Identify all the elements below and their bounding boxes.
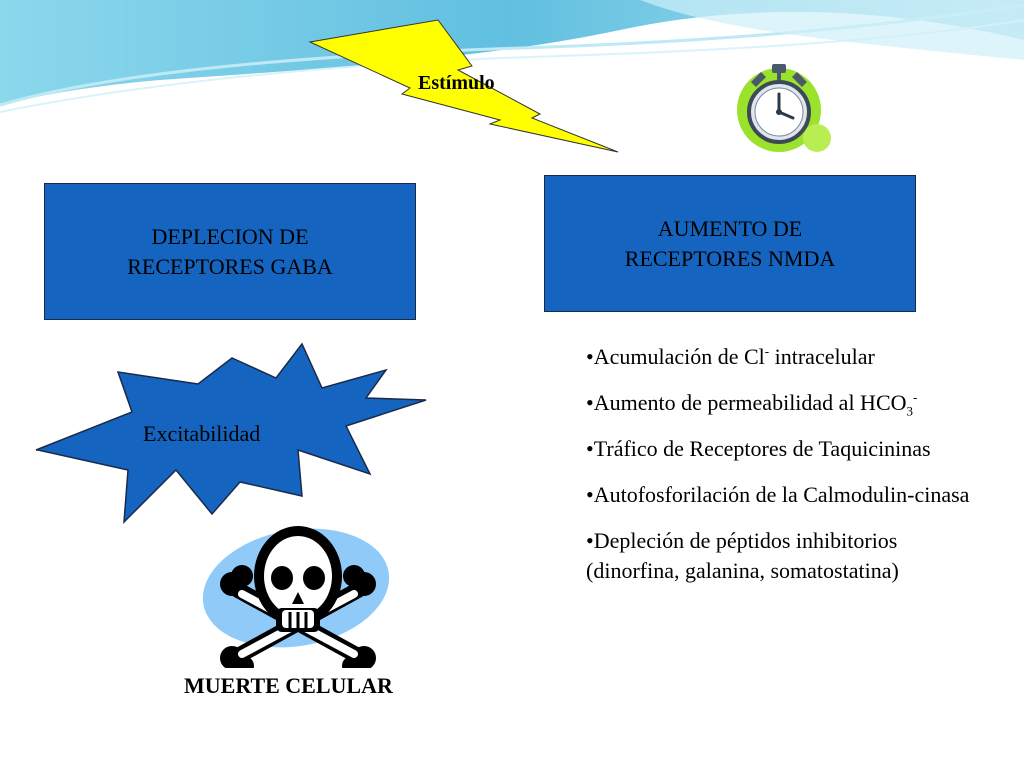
- bullet-bicarbonate-sub: 3: [906, 403, 914, 419]
- bullet-bicarbonate-sup: -: [913, 389, 918, 405]
- bullet-chloride-post: intracelular: [769, 344, 875, 369]
- stimulus-label: Estímulo: [418, 72, 495, 94]
- bullet-bicarbonate-text: •Aumento de permeabilidad al HCO: [586, 390, 907, 415]
- gaba-box-line1: DEPLECION DE: [151, 223, 309, 249]
- bullet-bicarbonate: [586, 388, 986, 418]
- bullet-chloride: [586, 342, 986, 372]
- nmda-increase-box: [544, 175, 916, 312]
- excitability-label: Excitabilidad: [143, 421, 261, 446]
- bullet-chloride-sup: -: [764, 343, 770, 359]
- skull-crossbones-icon: [198, 518, 398, 668]
- bullet-tachykinin: •Tráfico de Receptores de Taquicininas: [586, 436, 931, 461]
- bullet-chloride-text: •Acumulación de Cl: [586, 344, 765, 369]
- mechanism-bullet-list: [586, 342, 986, 602]
- bullet-autophosphorylation: •Autofosforilación de la Calmodulin-cinasa: [586, 482, 970, 507]
- bullet-peptide-depletion: •Depleción de péptidos inhibitorios (dinorfina, galanina, somatostatina): [586, 528, 899, 583]
- gaba-box-line2: RECEPTORES GABA: [127, 253, 333, 279]
- cell-death-label: MUERTE CELULAR: [184, 673, 393, 698]
- nmda-box-line1: AUMENTO DE: [657, 215, 803, 241]
- stopwatch-icon: [735, 58, 835, 158]
- gaba-depletion-box: [44, 183, 416, 320]
- nmda-box-line2: RECEPTORES NMDA: [624, 245, 836, 271]
